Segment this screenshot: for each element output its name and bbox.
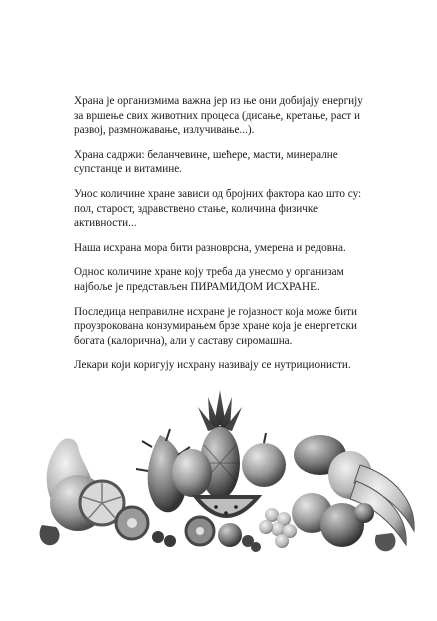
paragraph-6: Последица неправилне исхране је гојазност која може бити проузрокована конзумирањем брзе хране која је енергетски богата (калорична), али у саставу сиромашна.	[74, 305, 357, 347]
body-text	[74, 94, 374, 383]
paragraph-4: Наша исхрана мора бити разноврсна, умерена и редовна.	[74, 241, 346, 254]
fruit-pile-illustration	[20, 385, 420, 555]
paragraph-1: Храна је организмима важна јер из ње они добијају енергију за вршење свих животних процеса (дисање, кретање, раст и развој, размножавање, излучивање...).	[74, 95, 363, 137]
paragraph-7: Лекари који коригују исхрану називају се нутриционисти.	[74, 359, 351, 372]
paragraph-2: Храна садржи: беланчевине, шећере, масти, минералне супстанце и витамине.	[74, 148, 338, 176]
paragraph-5: Однос количине хране коју треба да унесмо у организам најбоље је представљен ПИРАМИДОМ ИСХРАНЕ.	[74, 266, 344, 293]
paragraph-3: Унос количине хране зависи од бројних фактора као што су: пол, старост, здравствено стање, количина физичке активности...	[74, 187, 362, 230]
